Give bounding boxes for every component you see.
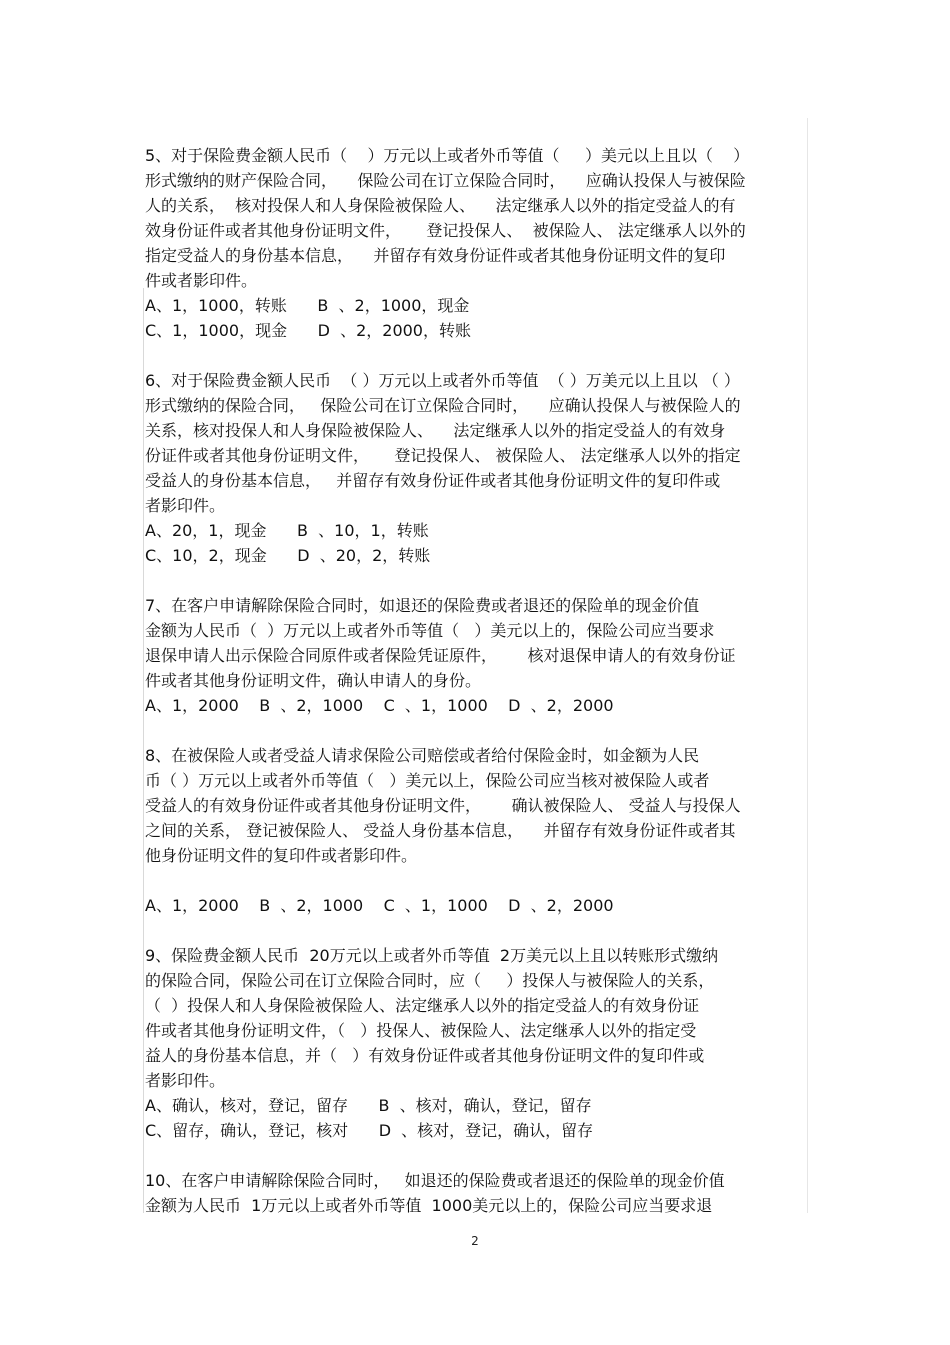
spacer [145,568,805,593]
question-10 [145,1168,805,1218]
question-text-line: 10、在客户申请解除保险合同时， 如退还的保险费或者退还的保险单的现金价值 [145,1171,725,1190]
question-text-line: 之间的关系， 登记被保险人、 受益人身份基本信息， 并留存有效身份证件或者其 [145,821,736,840]
question-8 [145,743,805,918]
question-9 [145,943,805,1143]
question-6 [145,368,805,568]
answer-options: A、1，2000 B 、2，1000 C 、1，1000 D 、2，2000 [145,896,614,915]
question-text-line: 7、在客户申请解除保险合同时，如退还的保险费或者退还的保险单的现金价值 [145,596,700,615]
page-number: 2 [471,1234,479,1248]
spacer [145,343,805,368]
answer-options: A、1，2000 B 、2，1000 C 、1，1000 D 、2，2000 [145,696,614,715]
spacer [145,718,805,743]
question-text-line: 8、在被保险人或者受益人请求保险公司赔偿或者给付保险金时，如金额为人民 [145,746,700,765]
question-text-line: 金额为人民币（ ）万元以上或者外币等值（ ）美元以上的，保险公司应当要求 [145,621,715,640]
question-text-line: 6、对于保险费金额人民币 （ ）万元以上或者外币等值 （ ）万美元以上且以 （ ） [145,371,740,390]
question-text-line: 件或者影印件。 [145,271,258,290]
question-text-line: 他身份证明文件的复印件或者影印件。 [145,846,418,865]
question-text-line: 币（ ）万元以上或者外币等值（ ）美元以上，保险公司应当核对被保险人或者 [145,771,710,790]
question-7 [145,593,805,718]
question-text-line: 者影印件。 [145,1071,226,1090]
left-border-line [143,288,144,1213]
answer-options: A、1，1000，转账 B 、2，1000，现金 [145,296,470,315]
question-text-line: 件或者其他身份证明文件，确认申请人的身份。 [145,671,482,690]
question-text-line: 指定受益人的身份基本信息， 并留存有效身份证件或者其他身份证明文件的复印 [145,246,726,265]
right-border-line [807,118,808,1213]
question-text-line: 形式缴纳的财产保险合同， 保险公司在订立保险合同时， 应确认投保人与被保险 [145,171,746,190]
question-text-line: （ ）投保人和人身保险被保险人、法定继承人以外的指定受益人的有效身份证 [145,996,700,1015]
question-5 [145,143,805,343]
spacer [145,918,805,943]
question-text-line: 退保申请人出示保险合同原件或者保险凭证原件， 核对退保申请人的有效身份证 [145,646,736,665]
question-text-line: 益人的身份基本信息，并（ ）有效身份证件或者其他身份证明文件的复印件或 [145,1046,705,1065]
answer-options: C、留存，确认，登记，核对 D 、核对，登记，确认，留存 [145,1121,594,1140]
question-text-line: 5、对于保险费金额人民币（ ）万元以上或者外币等值（ ）美元以上且以（ ） [145,146,750,165]
question-text-line: 效身份证件或者其他身份证明文件， 登记投保人、 被保险人、 法定继承人以外的 [145,221,746,240]
answer-options: C、10，2，现金 D 、20，2，转账 [145,546,431,565]
question-text-line: 份证件或者其他身份证明文件， 登记投保人、 被保险人、 法定继承人以外的指定 [145,446,741,465]
question-text-line: 形式缴纳的保险合同， 保险公司在订立保险合同时， 应确认投保人与被保险人的 [145,396,741,415]
question-text-line: 人的关系， 核对投保人和人身保险被保险人、 法定继承人以外的指定受益人的有 [145,196,736,215]
question-text-line: 受益人的有效身份证件或者其他身份证明文件， 确认被保险人、 受益人与投保人 [145,796,741,815]
answer-options: C、1，1000，现金 D 、2，2000，转账 [145,321,471,340]
answer-options: A、20，1，现金 B 、10，1，转账 [145,521,429,540]
question-text-line: 9、保险费金额人民币 20万元以上或者外币等值 2万美元以上且以转账形式缴纳 [145,946,719,965]
question-text-line: 金额为人民币 1万元以上或者外币等值 1000美元以上的，保险公司应当要求退 [145,1196,713,1215]
question-text-line: 受益人的身份基本信息， 并留存有效身份证件或者其他身份证明文件的复印件或 [145,471,721,490]
question-text-line: 关系，核对投保人和人身保险被保险人、 法定继承人以外的指定受益人的有效身 [145,421,726,440]
blank-line [145,868,805,893]
question-text-line: 的保险合同，保险公司在订立保险合同时，应（ ）投保人与被保险人的关系， [145,971,715,990]
answer-options: A、确认，核对，登记，留存 B 、核对，确认，登记，留存 [145,1096,592,1115]
question-text-line: 件或者其他身份证明文件，（ ）投保人、被保险人、法定继承人以外的指定受 [145,1021,697,1040]
document-body [145,143,805,1218]
question-text-line: 者影印件。 [145,496,226,515]
spacer [145,1143,805,1168]
